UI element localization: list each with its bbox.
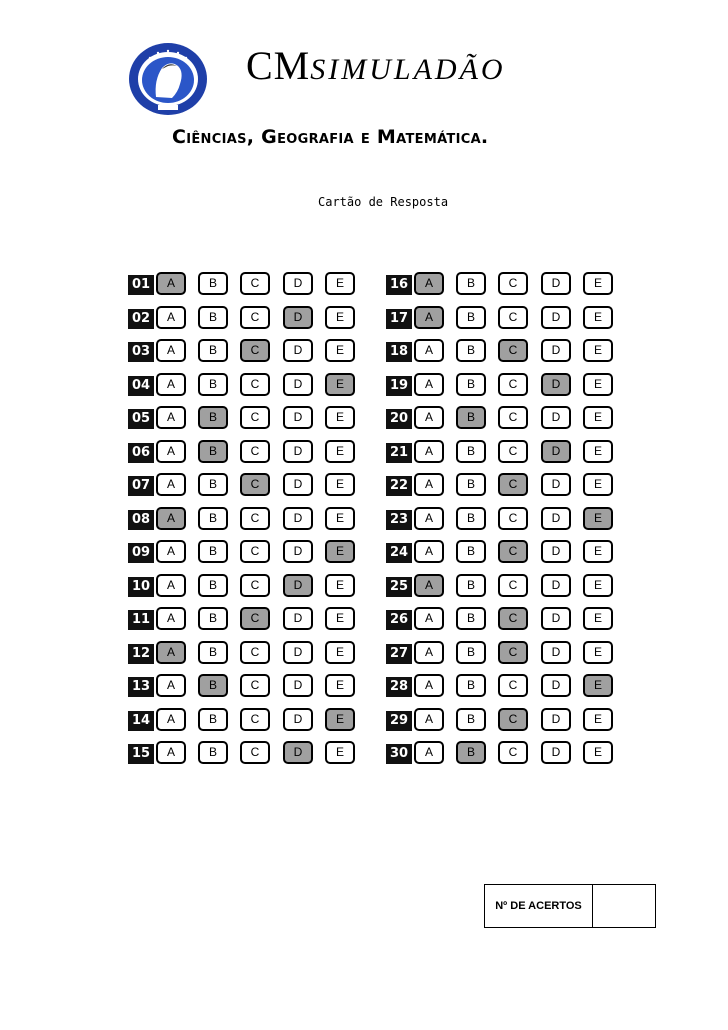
question-number: 20 xyxy=(386,409,412,429)
answer-bubble-a[interactable]: A xyxy=(414,574,444,597)
page-title xyxy=(246,42,506,89)
answer-bubble-e[interactable]: E xyxy=(583,708,613,731)
answer-bubble-a[interactable]: A xyxy=(414,339,444,362)
title-simulado: SIMULADÃO xyxy=(310,53,506,86)
answer-bubble-a[interactable]: A xyxy=(156,641,186,664)
question-number: 07 xyxy=(128,476,154,496)
answer-bubble-d[interactable]: D xyxy=(541,373,571,396)
answer-bubble-b[interactable]: B xyxy=(456,440,486,463)
answer-bubble-a[interactable]: A xyxy=(156,741,186,764)
answer-bubble-d[interactable]: D xyxy=(541,674,571,697)
answer-bubble-e[interactable]: E xyxy=(325,741,355,764)
answer-bubble-d[interactable]: D xyxy=(283,373,313,396)
question-number: 28 xyxy=(386,677,412,697)
answer-bubble-b[interactable]: B xyxy=(198,574,228,597)
answer-bubble-d[interactable]: D xyxy=(541,607,571,630)
answer-bubble-a[interactable]: A xyxy=(156,440,186,463)
answer-bubble-a[interactable]: A xyxy=(156,607,186,630)
answer-bubble-a[interactable]: A xyxy=(414,540,444,563)
answer-bubble-d[interactable]: D xyxy=(283,574,313,597)
question-row xyxy=(128,306,358,331)
answer-bubble-b[interactable]: B xyxy=(456,708,486,731)
question-number: 27 xyxy=(386,644,412,664)
answer-bubble-e[interactable]: E xyxy=(325,272,355,295)
question-number: 03 xyxy=(128,342,154,362)
question-number: 10 xyxy=(128,577,154,597)
question-number: 06 xyxy=(128,443,154,463)
question-row xyxy=(128,406,358,431)
answer-bubble-b[interactable]: B xyxy=(198,272,228,295)
answer-bubble-a[interactable]: A xyxy=(156,473,186,496)
question-number: 18 xyxy=(386,342,412,362)
question-number: 19 xyxy=(386,376,412,396)
question-row xyxy=(386,607,616,632)
answer-bubble-e[interactable]: E xyxy=(583,272,613,295)
question-number: 12 xyxy=(128,644,154,664)
answer-bubble-b[interactable]: B xyxy=(198,540,228,563)
answer-bubble-d[interactable]: D xyxy=(541,339,571,362)
question-row xyxy=(128,641,358,666)
answer-bubble-d[interactable]: D xyxy=(541,406,571,429)
question-row xyxy=(128,339,358,364)
answer-bubble-b[interactable]: B xyxy=(198,708,228,731)
answer-bubble-a[interactable]: A xyxy=(414,406,444,429)
question-number: 14 xyxy=(128,711,154,731)
score-box xyxy=(484,884,656,928)
question-number: 25 xyxy=(386,577,412,597)
answer-bubble-c[interactable]: C xyxy=(240,272,270,295)
question-row xyxy=(128,574,358,599)
card-label: Cartão de Resposta xyxy=(318,195,449,209)
answer-bubble-e[interactable]: E xyxy=(583,339,613,362)
answer-bubble-e[interactable]: E xyxy=(583,473,613,496)
question-number: 15 xyxy=(128,744,154,764)
answer-bubble-a[interactable]: A xyxy=(156,507,186,530)
answer-bubble-e[interactable]: E xyxy=(583,373,613,396)
answer-bubble-d[interactable]: D xyxy=(283,507,313,530)
answer-bubble-b[interactable]: B xyxy=(198,306,228,329)
question-row xyxy=(128,373,358,398)
question-row xyxy=(386,708,616,733)
question-number: 29 xyxy=(386,711,412,731)
answer-bubble-d[interactable]: D xyxy=(541,741,571,764)
answer-bubble-a[interactable]: A xyxy=(156,406,186,429)
question-number: 17 xyxy=(386,309,412,329)
answer-bubble-c[interactable]: C xyxy=(240,540,270,563)
answer-bubble-c[interactable]: C xyxy=(240,574,270,597)
answer-bubble-d[interactable]: D xyxy=(283,607,313,630)
answer-bubble-a[interactable]: A xyxy=(156,306,186,329)
score-value[interactable] xyxy=(593,885,655,927)
answer-bubble-c[interactable]: C xyxy=(498,440,528,463)
answer-bubble-b[interactable]: B xyxy=(456,373,486,396)
answer-bubble-e[interactable]: E xyxy=(325,574,355,597)
answer-bubble-d[interactable]: D xyxy=(541,440,571,463)
answer-bubble-c[interactable]: C xyxy=(498,507,528,530)
answer-bubble-c[interactable]: C xyxy=(240,473,270,496)
answer-bubble-a[interactable]: A xyxy=(414,641,444,664)
answer-bubble-c[interactable]: C xyxy=(498,607,528,630)
answer-bubble-e[interactable]: E xyxy=(325,607,355,630)
answer-bubble-c[interactable]: C xyxy=(498,674,528,697)
question-row xyxy=(128,708,358,733)
answer-bubble-b[interactable]: B xyxy=(198,674,228,697)
answer-bubble-b[interactable]: B xyxy=(456,674,486,697)
answer-bubble-a[interactable]: A xyxy=(414,306,444,329)
answer-bubble-d[interactable]: D xyxy=(283,339,313,362)
answer-bubble-b[interactable]: B xyxy=(456,741,486,764)
answer-bubble-e[interactable]: E xyxy=(325,674,355,697)
answer-bubble-e[interactable]: E xyxy=(583,540,613,563)
answer-bubble-a[interactable]: A xyxy=(414,272,444,295)
answer-bubble-c[interactable]: C xyxy=(498,741,528,764)
answer-bubble-d[interactable]: D xyxy=(283,540,313,563)
answer-bubble-c[interactable]: C xyxy=(240,440,270,463)
answer-bubble-b[interactable]: B xyxy=(456,641,486,664)
question-number: 02 xyxy=(128,309,154,329)
answer-bubble-e[interactable]: E xyxy=(583,440,613,463)
question-row xyxy=(128,507,358,532)
question-number: 26 xyxy=(386,610,412,630)
answer-bubble-d[interactable]: D xyxy=(541,507,571,530)
answer-bubble-b[interactable]: B xyxy=(456,574,486,597)
answer-bubble-c[interactable]: C xyxy=(240,406,270,429)
question-row xyxy=(386,406,616,431)
answer-bubble-e[interactable]: E xyxy=(583,507,613,530)
question-row xyxy=(128,741,358,766)
answer-bubble-e[interactable]: E xyxy=(325,473,355,496)
answer-bubble-a[interactable]: A xyxy=(414,473,444,496)
answer-bubble-e[interactable]: E xyxy=(583,406,613,429)
question-number: 11 xyxy=(128,610,154,630)
answer-bubble-e[interactable]: E xyxy=(325,373,355,396)
answer-bubble-c[interactable]: C xyxy=(240,708,270,731)
answer-bubble-b[interactable]: B xyxy=(456,607,486,630)
question-row xyxy=(128,440,358,465)
question-row xyxy=(386,473,616,498)
answer-bubble-b[interactable]: B xyxy=(198,473,228,496)
answer-bubble-d[interactable]: D xyxy=(541,641,571,664)
answer-bubble-a[interactable]: A xyxy=(156,272,186,295)
question-row xyxy=(386,674,616,699)
answer-bubble-c[interactable]: C xyxy=(240,373,270,396)
answer-bubble-a[interactable]: A xyxy=(414,674,444,697)
answer-bubble-d[interactable]: D xyxy=(541,473,571,496)
question-row xyxy=(386,440,616,465)
answer-bubble-c[interactable]: C xyxy=(498,339,528,362)
answer-bubble-c[interactable]: C xyxy=(498,473,528,496)
question-row xyxy=(386,540,616,565)
question-number: 22 xyxy=(386,476,412,496)
question-row xyxy=(128,674,358,699)
answer-bubble-b[interactable]: B xyxy=(456,406,486,429)
question-number: 30 xyxy=(386,744,412,764)
question-number: 05 xyxy=(128,409,154,429)
answer-bubble-b[interactable]: B xyxy=(456,473,486,496)
answer-bubble-d[interactable]: D xyxy=(283,741,313,764)
answer-bubble-e[interactable]: E xyxy=(583,607,613,630)
score-label: Nº DE ACERTOS xyxy=(485,885,593,927)
answer-bubble-a[interactable]: A xyxy=(414,708,444,731)
question-number: 24 xyxy=(386,543,412,563)
answer-bubble-a[interactable]: A xyxy=(414,507,444,530)
answer-bubble-d[interactable]: D xyxy=(283,708,313,731)
answer-bubble-c[interactable]: C xyxy=(240,339,270,362)
title-cm: CM xyxy=(246,43,311,88)
answer-bubble-d[interactable]: D xyxy=(283,440,313,463)
question-number: 04 xyxy=(128,376,154,396)
answer-bubble-a[interactable]: A xyxy=(414,741,444,764)
answer-bubble-e[interactable]: E xyxy=(583,741,613,764)
answer-bubble-b[interactable]: B xyxy=(198,406,228,429)
answer-bubble-b[interactable]: B xyxy=(456,339,486,362)
answer-bubble-a[interactable]: A xyxy=(156,708,186,731)
question-row xyxy=(128,607,358,632)
question-row xyxy=(128,272,358,297)
answer-bubble-b[interactable]: B xyxy=(198,339,228,362)
question-row xyxy=(386,741,616,766)
answer-bubble-b[interactable]: B xyxy=(198,507,228,530)
answer-bubble-d[interactable]: D xyxy=(541,540,571,563)
answer-bubble-c[interactable]: C xyxy=(240,741,270,764)
answer-bubble-e[interactable]: E xyxy=(325,507,355,530)
answer-bubble-e[interactable]: E xyxy=(325,406,355,429)
answer-bubble-e[interactable]: E xyxy=(583,574,613,597)
subtitle: Ciências, Geografia e Matemática. xyxy=(172,126,489,148)
answer-bubble-c[interactable]: C xyxy=(498,306,528,329)
answer-bubble-e[interactable]: E xyxy=(325,440,355,463)
answer-bubble-c[interactable]: C xyxy=(240,641,270,664)
answer-bubble-d[interactable]: D xyxy=(283,406,313,429)
question-row xyxy=(386,373,616,398)
answer-bubble-d[interactable]: D xyxy=(283,641,313,664)
answer-bubble-b[interactable]: B xyxy=(456,306,486,329)
answer-bubble-b[interactable]: B xyxy=(198,440,228,463)
answer-bubble-e[interactable]: E xyxy=(583,306,613,329)
answer-bubble-a[interactable]: A xyxy=(414,373,444,396)
question-row xyxy=(386,339,616,364)
answer-bubble-c[interactable]: C xyxy=(240,306,270,329)
answer-bubble-c[interactable]: C xyxy=(498,406,528,429)
answer-bubble-d[interactable]: D xyxy=(541,272,571,295)
answer-bubble-c[interactable]: C xyxy=(498,373,528,396)
answer-bubble-d[interactable]: D xyxy=(541,306,571,329)
school-logo xyxy=(128,42,208,116)
question-row xyxy=(386,574,616,599)
answer-bubble-d[interactable]: D xyxy=(541,574,571,597)
answer-bubble-b[interactable]: B xyxy=(198,607,228,630)
question-number: 13 xyxy=(128,677,154,697)
answer-bubble-b[interactable]: B xyxy=(456,507,486,530)
answer-bubble-a[interactable]: A xyxy=(156,574,186,597)
question-row xyxy=(128,540,358,565)
answer-bubble-c[interactable]: C xyxy=(240,607,270,630)
answer-bubble-b[interactable]: B xyxy=(198,373,228,396)
answer-bubble-e[interactable]: E xyxy=(325,339,355,362)
answer-bubble-e[interactable]: E xyxy=(325,708,355,731)
answer-bubble-b[interactable]: B xyxy=(456,540,486,563)
answer-bubble-a[interactable]: A xyxy=(156,674,186,697)
answer-bubble-b[interactable]: B xyxy=(198,641,228,664)
answer-bubble-d[interactable]: D xyxy=(283,306,313,329)
answer-bubble-e[interactable]: E xyxy=(325,641,355,664)
answer-bubble-e[interactable]: E xyxy=(325,540,355,563)
answer-bubble-a[interactable]: A xyxy=(414,440,444,463)
answer-bubble-d[interactable]: D xyxy=(541,708,571,731)
answer-bubble-e[interactable]: E xyxy=(583,674,613,697)
question-number: 23 xyxy=(386,510,412,530)
question-number: 09 xyxy=(128,543,154,563)
answer-bubble-a[interactable]: A xyxy=(156,540,186,563)
answer-bubble-c[interactable]: C xyxy=(498,708,528,731)
answer-bubble-e[interactable]: E xyxy=(583,641,613,664)
question-number: 01 xyxy=(128,275,154,295)
answer-bubble-c[interactable]: C xyxy=(240,674,270,697)
answer-bubble-d[interactable]: D xyxy=(283,674,313,697)
answer-bubble-c[interactable]: C xyxy=(240,507,270,530)
question-row xyxy=(128,473,358,498)
question-row xyxy=(386,641,616,666)
answer-bubble-a[interactable]: A xyxy=(156,373,186,396)
answer-bubble-c[interactable]: C xyxy=(498,574,528,597)
question-row xyxy=(386,272,616,297)
question-row xyxy=(386,507,616,532)
answer-bubble-a[interactable]: A xyxy=(414,607,444,630)
question-number: 16 xyxy=(386,275,412,295)
answer-bubble-d[interactable]: D xyxy=(283,272,313,295)
question-row xyxy=(386,306,616,331)
answer-bubble-c[interactable]: C xyxy=(498,272,528,295)
answer-bubble-c[interactable]: C xyxy=(498,540,528,563)
answer-bubble-e[interactable]: E xyxy=(325,306,355,329)
answer-bubble-c[interactable]: C xyxy=(498,641,528,664)
answer-bubble-b[interactable]: B xyxy=(198,741,228,764)
answer-bubble-d[interactable]: D xyxy=(283,473,313,496)
answer-bubble-a[interactable]: A xyxy=(156,339,186,362)
question-number: 08 xyxy=(128,510,154,530)
question-number: 21 xyxy=(386,443,412,463)
answer-bubble-b[interactable]: B xyxy=(456,272,486,295)
